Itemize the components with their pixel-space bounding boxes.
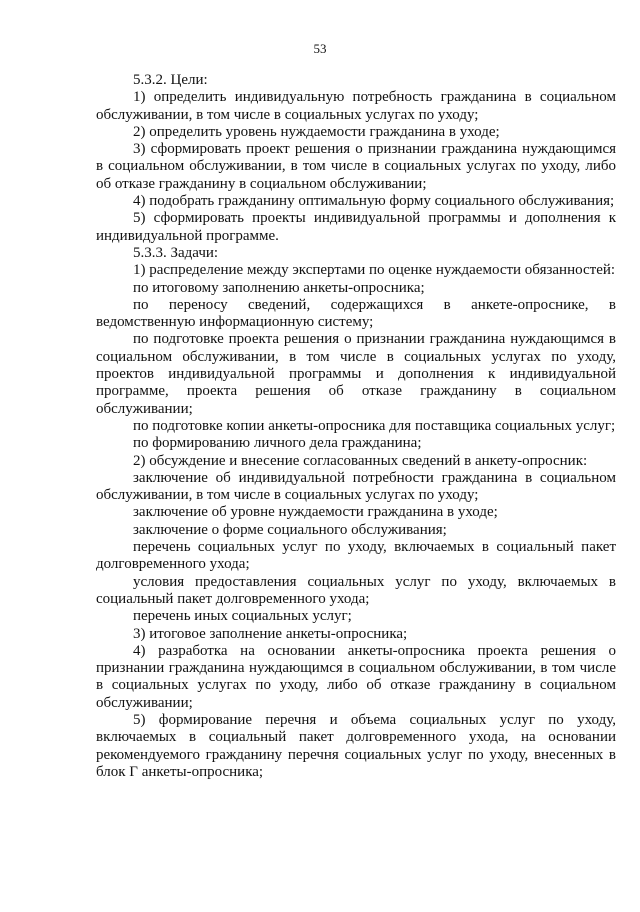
task-subitem: перечень иных социальных услуг; [133,608,352,625]
goal-item-4: 4) подобрать гражданину оптимальную форму социального обслуживания; [133,193,615,210]
task-item-5: 5) формирование перечня и объема социальных услуг по уходу, включаемых в социальный пакет долговременного ухода, на основании рекомендуемого гражданину перечня социальных услуг по уходу, внесенных в блок Г анкеты-опросника; [96,711,616,780]
goal-item-3: 3) сформировать проект решения о признании гражданина нуждающимся в социальном обслуживании, в том числе в социальных услугах по уходу, либо об отказе гражданину в социальном обслуживании; [96,141,616,192]
task-subitem: заключение об уровне нуждаемости гражданина в уходе; [133,504,498,521]
task-subitem: по переносу сведений, содержащихся в анкете-опроснике, в ведомственную информационную систему; [96,296,616,331]
page-number: 53 [313,41,327,56]
section-heading-goals: 5.3.2. Цели: [133,72,208,88]
task-subitem: заключение о форме социального обслуживания; [133,521,447,538]
task-subitem: по формированию личного дела гражданина; [133,435,422,452]
document-body [96,72,616,781]
section-heading-tasks: 5.3.3. Задачи: [133,244,219,261]
goal-item-5: 5) сформировать проекты индивидуальной программы и дополнения к индивидуальной программе. [96,210,616,244]
task-item-3: 3) итоговое заполнение анкеты-опросника; [133,625,408,642]
task-subitem: по подготовке копии анкеты-опросника для поставщика социальных услуг; [133,417,616,434]
goal-item-1: 1) определить индивидуальную потребность гражданина в социальном обслуживании, в том числе в социальных услугах по уходу; [96,89,616,123]
task-subitem: условия предоставления социальных услуг по уходу, включаемых в социальный пакет долговременного ухода; [96,573,616,607]
task-subitem: заключение об индивидуальной потребности гражданина в социальном обслуживании, в том числе в социальных услугах по уходу; [96,469,616,504]
task-item-4: 4) разработка на основании анкеты-опросника проекта решения о признании гражданина нуждающимся в социальном обслуживании, в том числе в социальных услугах по уходу, либо об отказе гражданину в социальном обслуживании; [96,642,616,711]
task-subitem: перечень социальных услуг по уходу, включаемых в социальный пакет долговременного ухода; [96,539,616,573]
goal-item-2: 2) определить уровень нуждаемости гражданина в уходе; [133,123,500,140]
task-item-2: 2) обсуждение и внесение согласованных сведений в анкету-опросник: [133,452,588,469]
task-subitem: по итоговому заполнению анкеты-опросника; [133,279,425,296]
task-subitem: по подготовке проекта решения о признании гражданина нуждающимся в социальном обслуживании, в том числе в социальных услугах по уходу, проектов индивидуальной программы и дополнения к индивидуальной программе, проекта решения об отказе гражданину в социальном обслуживании; [96,331,616,417]
task-item-1: 1) распределение между экспертами по оценке нуждаемости обязанностей: [133,262,616,279]
